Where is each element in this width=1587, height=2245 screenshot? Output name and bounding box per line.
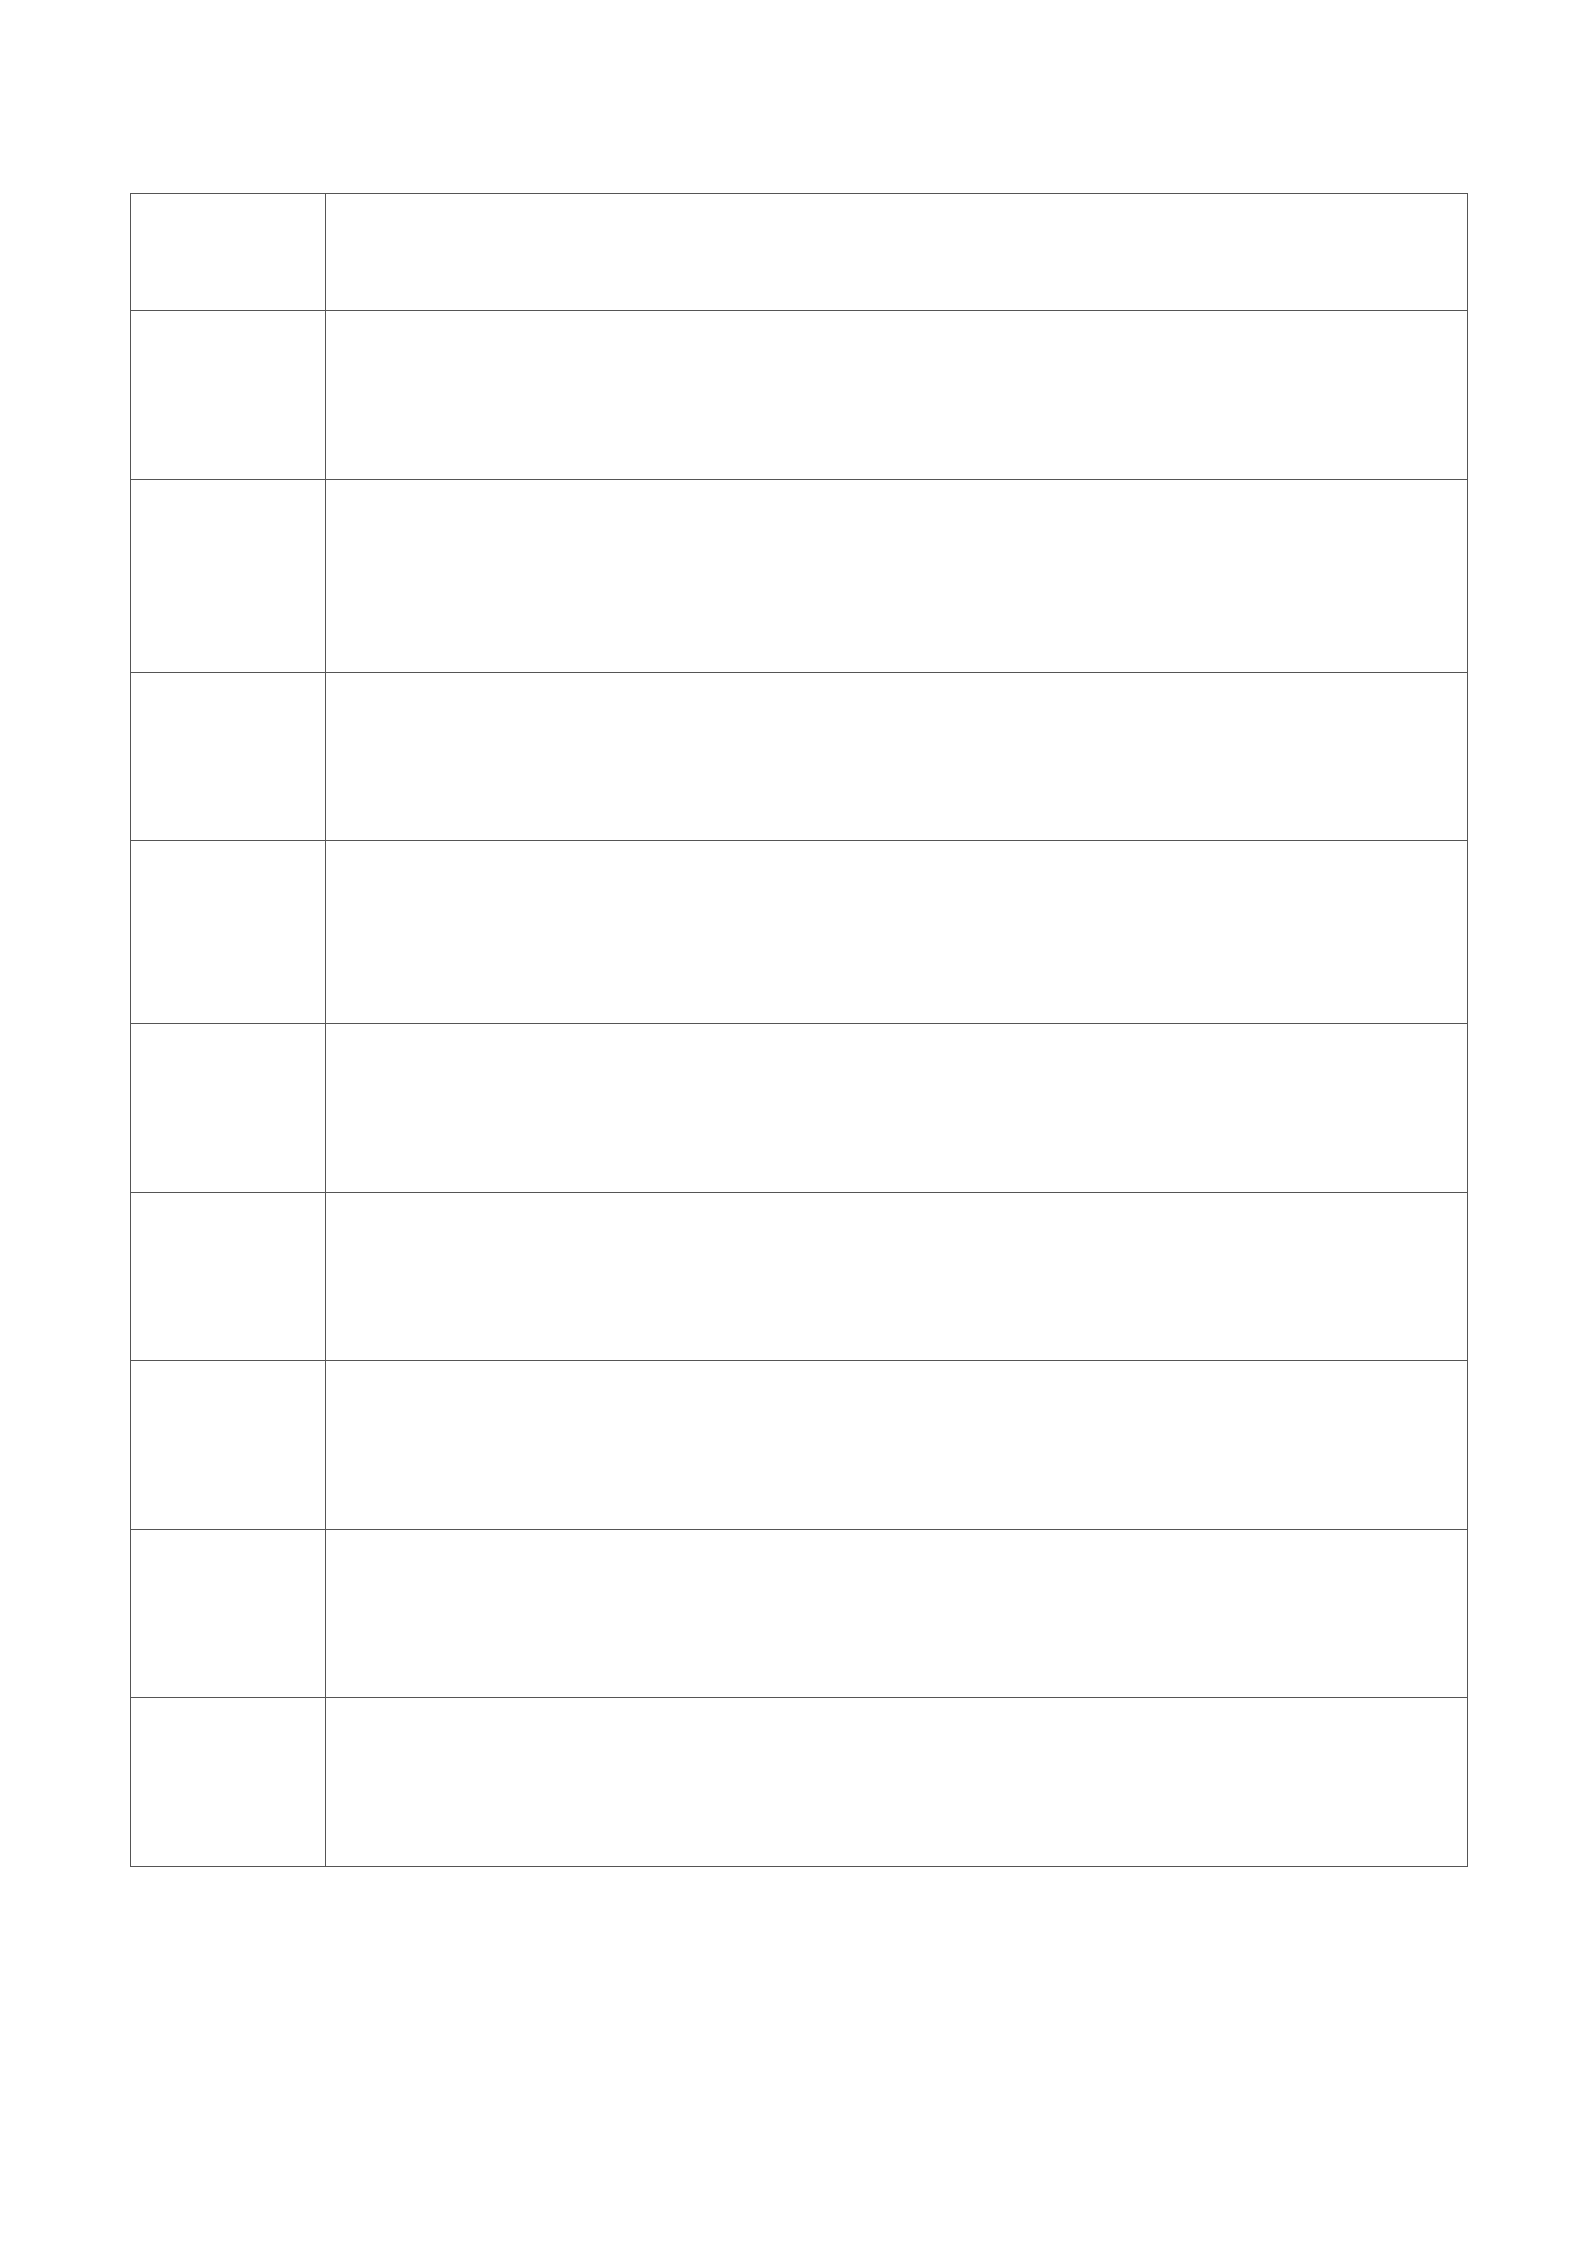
table-row	[131, 1530, 1468, 1698]
row-description-cell	[326, 673, 1468, 841]
row-label-cell	[131, 311, 326, 480]
row-label-cell	[131, 480, 326, 673]
row-description-cell	[326, 480, 1468, 673]
row-label-cell	[131, 1361, 326, 1530]
row-description-cell	[326, 1698, 1468, 1867]
table-row	[131, 673, 1468, 841]
row-label-cell	[131, 1193, 326, 1361]
row-label-cell	[131, 841, 326, 1024]
row-label-cell	[131, 1530, 326, 1698]
table-row	[131, 1361, 1468, 1530]
row-label-cell	[131, 1024, 326, 1193]
row-description-cell	[326, 311, 1468, 480]
table-row	[131, 1193, 1468, 1361]
row-label-cell	[131, 1698, 326, 1867]
table-header-row	[131, 194, 1468, 311]
row-description-cell	[326, 1193, 1468, 1361]
row-description-cell	[326, 1361, 1468, 1530]
table-row	[131, 1698, 1468, 1867]
table-row	[131, 841, 1468, 1024]
header-description-cell	[326, 194, 1468, 311]
table-row	[131, 1024, 1468, 1193]
row-description-cell	[326, 1024, 1468, 1193]
table-row	[131, 480, 1468, 673]
row-description-cell	[326, 841, 1468, 1024]
row-description-cell	[326, 1530, 1468, 1698]
mongolian-script-table	[130, 193, 1468, 1867]
row-label-cell	[131, 673, 326, 841]
table-row	[131, 311, 1468, 480]
header-label-cell	[131, 194, 326, 311]
